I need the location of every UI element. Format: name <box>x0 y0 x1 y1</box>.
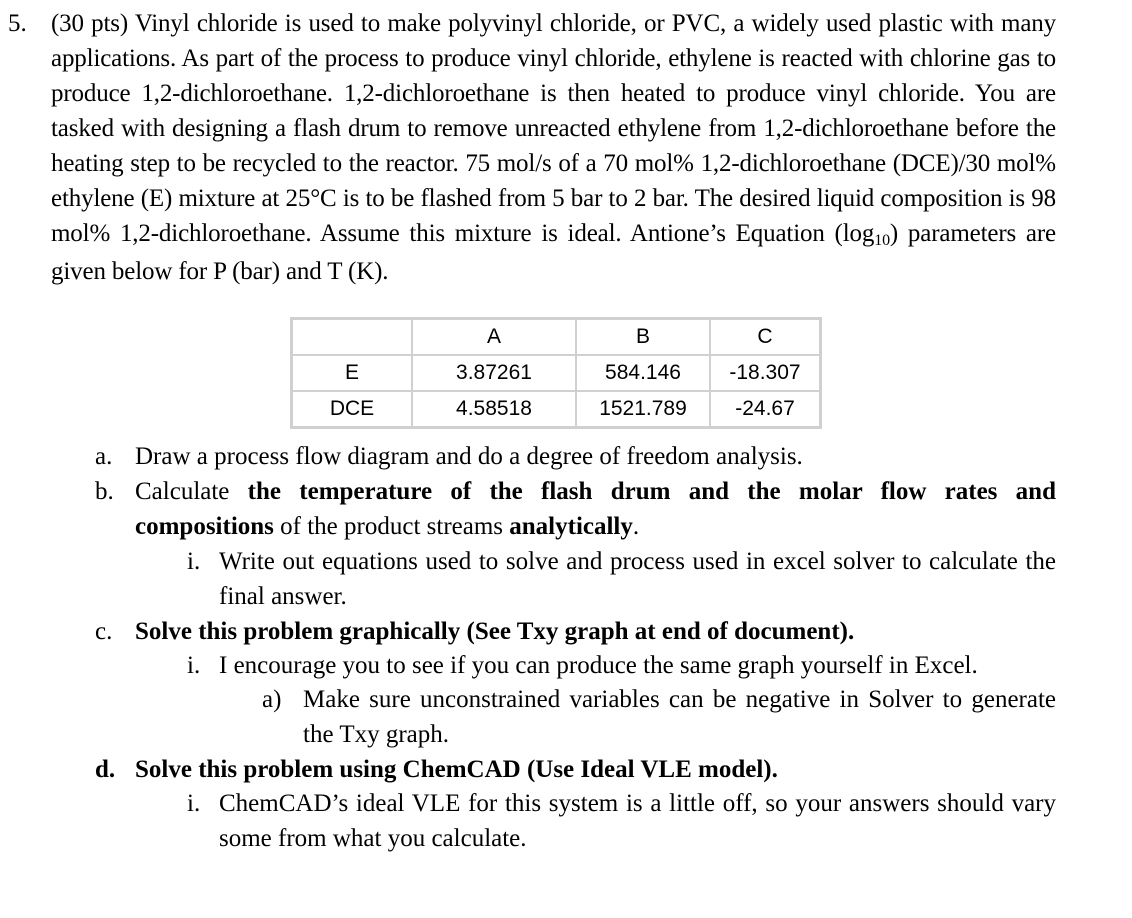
intro-text: (30 pts) Vinyl chloride is used to make polyvinyl chloride, or PVC, a widely used plastic with many applications. As part of the process to produce vinyl chloride, ethylene is reacted with chlorine gas to produce 1,2-dichloroethane. 1,2-dichloroethane is then heated to produce vinyl chloride. You are tasked with designing a flash drum to remove unreacted ethylene from 1,2-dichloroethane before the heating step to be recycled to the reactor. 75 mol/s of a 70 mol% 1,2-dichloroethane (DCE)/30 mol% ethylene (E) mixture at 25°C is to be flashed from 5 bar to 2 bar. The desired liquid composition is 98 mol% 1,2-dichloroethane. Assume this mixture is ideal. Antione’s Equation (log <box>51 10 1056 247</box>
table-header-cell: A <box>412 319 576 356</box>
part-b-bold-1: the temperature of the flash drum and the molar flow rates and compositions <box>135 478 1056 540</box>
question-number: 5. <box>8 10 27 37</box>
part-a-text: Draw a process flow diagram and do a degree of freedom analysis. <box>135 443 803 470</box>
table-cell: 584.146 <box>576 355 710 391</box>
part-d-marker: d. <box>95 756 116 783</box>
table-row <box>292 391 821 428</box>
part-c-text: Solve this problem graphically (See Txy graph at end of document). <box>135 618 855 645</box>
part-d-i-marker: i. <box>187 790 201 817</box>
antoine-parameters-table <box>290 317 822 429</box>
table-cell: DCE <box>292 391 413 428</box>
intro-subscript: 10 <box>874 232 890 249</box>
table-header-cell: C <box>710 319 821 356</box>
part-a-marker: a. <box>95 443 113 470</box>
question-intro <box>51 6 1056 289</box>
part-b-text-2: of the product streams <box>273 513 510 540</box>
table-cell: 3.87261 <box>412 355 576 391</box>
part-b-i-marker: i. <box>187 548 201 575</box>
table-cell: -18.307 <box>710 355 821 391</box>
part-c-a-marker: a) <box>262 686 282 713</box>
part-c-marker: c. <box>95 618 113 645</box>
part-b-text <box>135 474 1056 544</box>
table-header-cell: B <box>576 319 710 356</box>
table-row <box>292 355 821 391</box>
part-c-i-text: I encourage you to see if you can produce the same graph yourself in Excel. <box>219 652 978 679</box>
table-header-cell <box>292 319 413 356</box>
part-b-bold-2: analytically <box>509 513 633 540</box>
table-header-row <box>292 319 821 356</box>
part-b-i-text: Write out equations used to solve and process used in excel solver to calculate the final answer. <box>219 548 1056 610</box>
part-d-i-text: ChemCAD’s ideal VLE for this system is a little off, so your answers should vary some from what you calculate. <box>219 790 1056 852</box>
part-b-marker: b. <box>95 478 114 505</box>
table-cell: 1521.789 <box>576 391 710 428</box>
table-cell: E <box>292 355 413 391</box>
intro-text-end: ) parameters are given below for P (bar) and T (K). <box>51 220 1056 285</box>
part-b-text-1: Calculate <box>135 478 248 505</box>
part-c-i-marker: i. <box>187 652 201 679</box>
part-d-text: Solve this problem using ChemCAD (Use Ideal VLE model). <box>135 756 778 783</box>
table-cell: -24.67 <box>710 391 821 428</box>
table-cell: 4.58518 <box>412 391 576 428</box>
part-b-text-3: . <box>632 513 640 540</box>
part-c-a-text: Make sure unconstrained variables can be negative in Solver to generate the Txy graph. <box>303 686 1056 748</box>
